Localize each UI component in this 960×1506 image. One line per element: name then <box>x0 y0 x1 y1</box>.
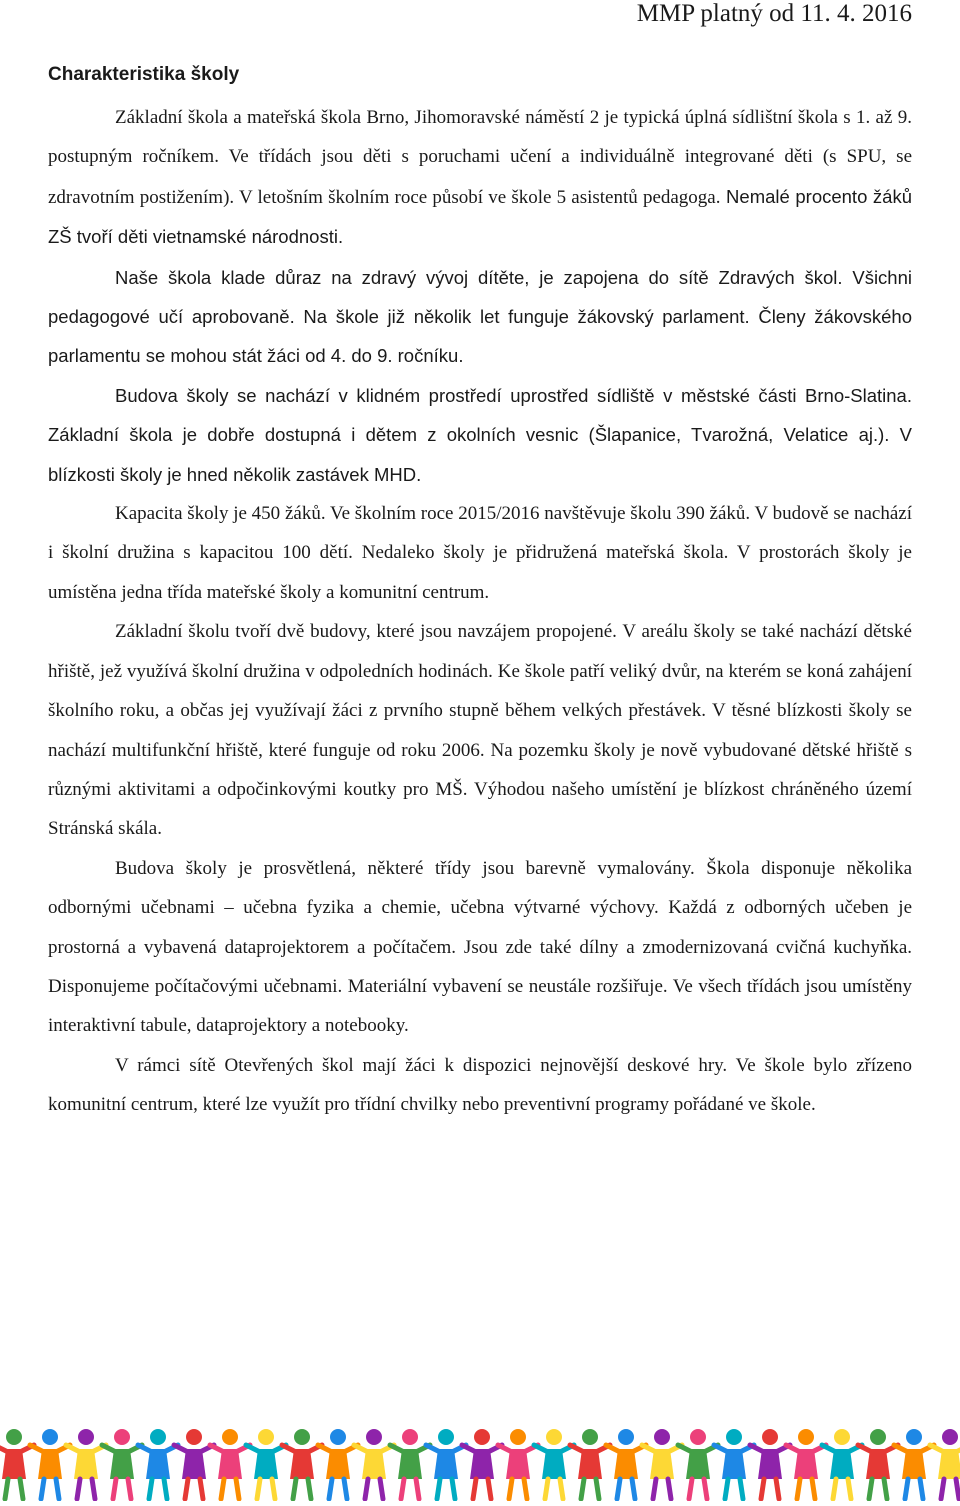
child-figure <box>498 1429 538 1499</box>
child-figure <box>606 1429 646 1499</box>
child-figure <box>462 1429 502 1499</box>
paragraph-5: Základní školu tvoří dvě budovy, které jsou navzájem propojené. V areálu školy se také nachází dětské hřiště, jež využívá školní družina v odpoledních hodinách. Ke škole patří veliký dvůr, na kterém se koná zahájení školního roku, a občas jej využívají žáci z prvního stupně během velkých přestávek. V těsné blízkosti školy se nachází multifunkční hřiště, které funguje od roku 2006. Na pozemku školy je nově vybudované dětské hřiště s různými aktivitami a odpočinkovými koutky pro MŠ. Výhodou našeho umístění je blízkost chráněného území Stránská skála. <box>48 621 912 840</box>
child-figure <box>282 1429 322 1499</box>
children-border-figures-icon <box>0 1423 960 1501</box>
child-figure <box>66 1429 106 1499</box>
child-figure <box>642 1429 682 1499</box>
document-body <box>48 60 912 1125</box>
child-figure <box>210 1429 250 1499</box>
child-figure <box>714 1429 754 1499</box>
child-figure <box>102 1429 142 1499</box>
paragraph-3: Budova školy se nachází v klidném prostředí uprostřed sídliště v městské části Brno-Slatina. Základní škola je dobře dostupná i dětem z okolních vesnic (Šlapanice, Tvarožná, Velatice aj.). V blízkosti školy je hned několik zastávek MHD. <box>48 384 912 485</box>
paragraph-4: Kapacita školy je 450 žáků. Ve školním roce 2015/2016 navštěvuje školu 390 žáků. V budově se nachází i školní družina s kapacitou 100 dětí. Nedaleko školy je přidružená mateřská škola. V prostorách školy je umístěna jedna třída mateřské školy a komunitní centrum. <box>48 503 912 603</box>
child-figure <box>534 1429 574 1499</box>
child-figure <box>318 1429 358 1499</box>
child-figure <box>930 1429 960 1499</box>
child-figure <box>138 1429 178 1499</box>
child-figure <box>822 1429 862 1499</box>
paragraph-7: V rámci sítě Otevřených škol mají žáci k dispozici nejnovější deskové hry. Ve škole bylo zřízeno komunitní centrum, které lze využít pro třídní chvilky nebo preventivní programy pořádané ve škole. <box>48 1054 912 1116</box>
child-figure <box>750 1429 790 1499</box>
child-figure <box>174 1429 214 1499</box>
child-figure <box>678 1429 718 1499</box>
paragraph-2: Naše škola klade důraz na zdravý vývoj dítěte, je zapojena do sítě Zdravých škol. Všichni pedagogové učí aprobovaně. Na škole již několik let funguje žákovský parlament. Členy žákovského parlamentu se mohou stát žáci od 4. do 9. ročníku. <box>48 266 912 367</box>
child-figure <box>786 1429 826 1499</box>
child-figure <box>0 1429 34 1499</box>
child-figure <box>426 1429 466 1499</box>
child-figure <box>30 1429 70 1499</box>
child-figure <box>894 1429 934 1499</box>
child-figure <box>570 1429 610 1499</box>
page-header: MMP platný od 11. 4. 2016 <box>636 0 912 27</box>
child-figure <box>858 1429 898 1499</box>
section-title: Charakteristika školy <box>48 64 240 85</box>
paragraph-1 <box>48 98 912 258</box>
child-figure <box>354 1429 394 1499</box>
child-figure <box>390 1429 430 1499</box>
children-border <box>0 1423 960 1501</box>
paragraph-1-part-a: Základní škola a mateřská škola Brno, Jihomoravské náměstí 2 je typická úplná sídlištní škola s 1. až 9. postupným ročníkem. Ve třídách jsou děti s poruchami učení a individuálně integrované děti (s SPU, se zdravotním postižením). V letošním školním roce působí ve škole 5 asistentů pedagoga. <box>48 107 912 208</box>
paragraph-6: Budova školy je prosvětlená, některé třídy jsou barevně vymalovány. Škola disponuje několika odbornými učebnami – učebna fyzika a chemie, učebna výtvarné výchovy. Každá z odborných učeben je prostorná a vybavená dataprojektorem a počítačem. Jsou zde také dílny a zmodernizovaná cvičná kuchyňka. Disponujeme počítačovými učebnami. Materiální vybavení se neustále rozšiřuje. Ve všech třídách jsou umístěny interaktivní tabule, dataprojektory a notebooky. <box>48 857 912 1037</box>
child-figure <box>246 1429 286 1499</box>
paragraph-1-part-b: Nemalé procento žáků ZŠ tvoří děti vietnamské národnosti. <box>48 185 912 248</box>
